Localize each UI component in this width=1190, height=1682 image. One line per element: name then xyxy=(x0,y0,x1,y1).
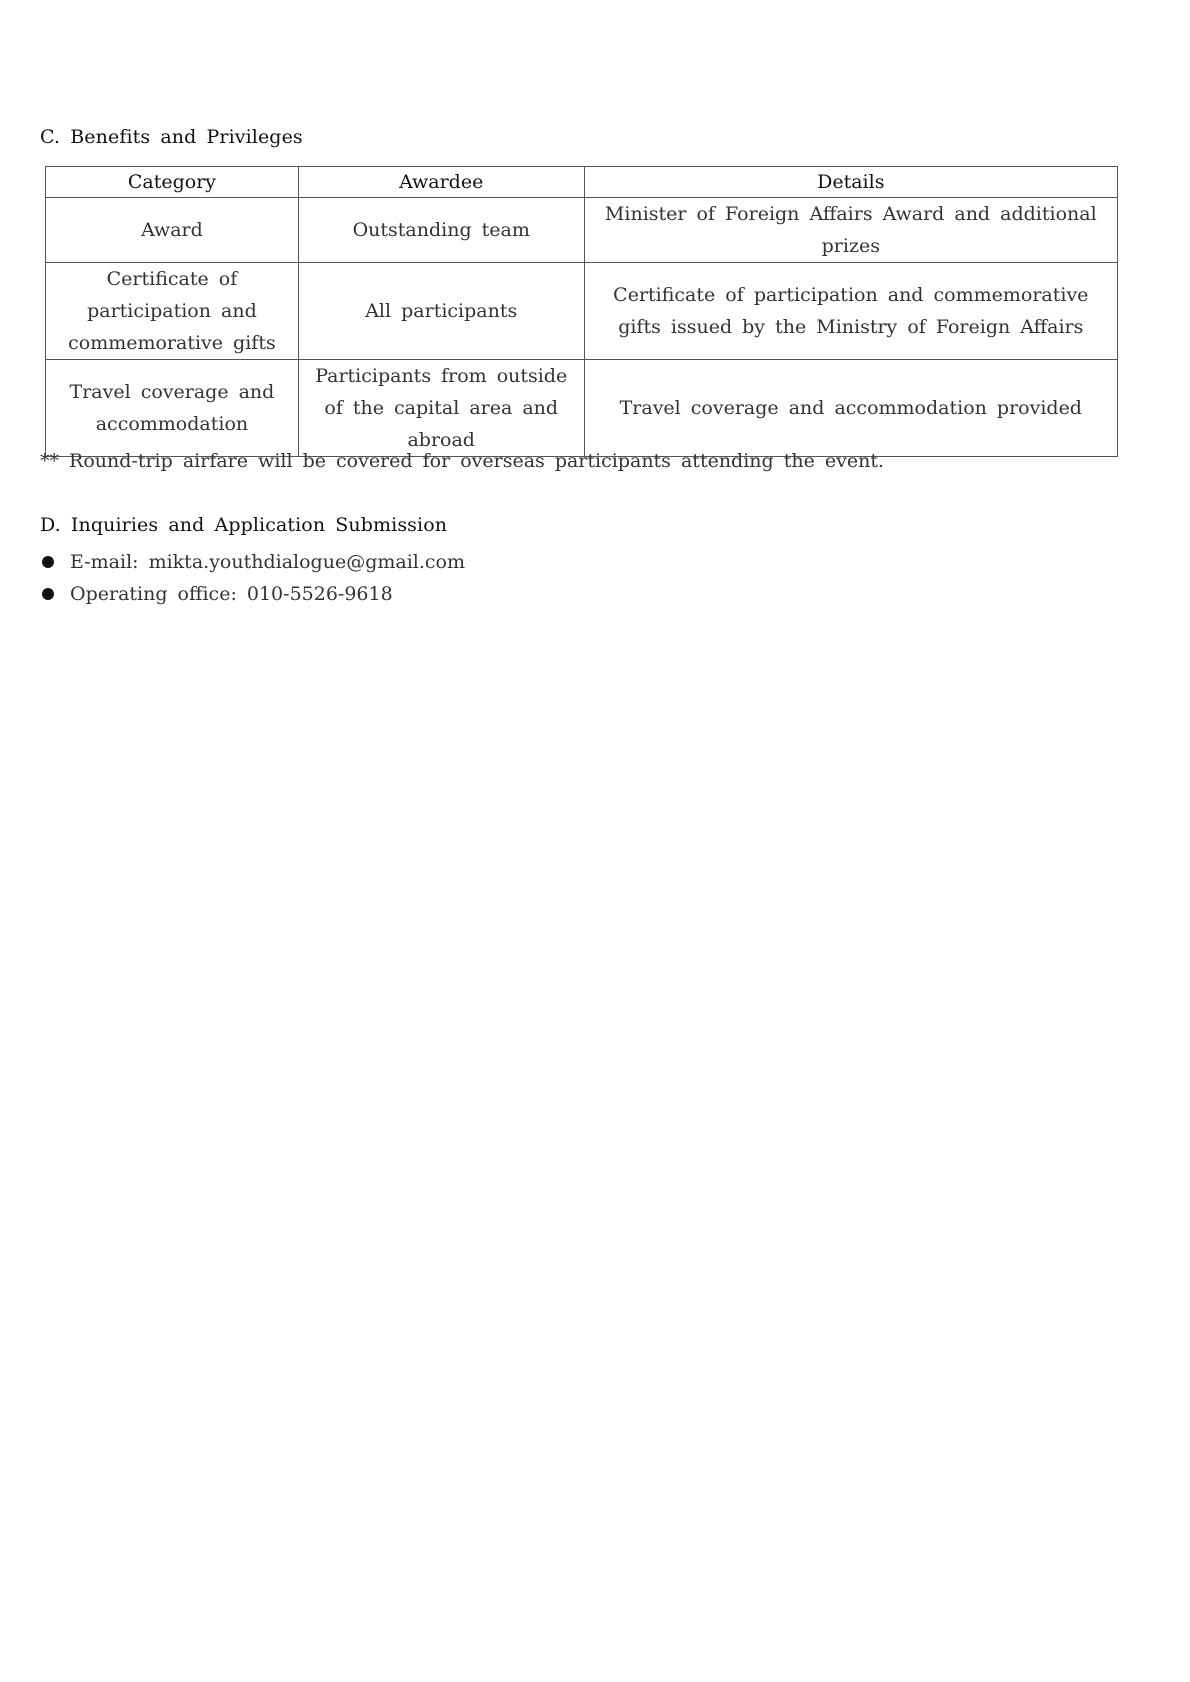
cell-awardee: Participants from outside of the capital area and abroad xyxy=(298,360,584,457)
benefits-table xyxy=(45,166,1118,457)
table-header-row xyxy=(46,167,1118,198)
cell-details: Travel coverage and accommodation provided xyxy=(584,360,1117,457)
column-header-details: Details xyxy=(584,167,1117,198)
cell-category: Award xyxy=(46,198,299,263)
airfare-note: ** Round-trip airfare will be covered for overseas participants attending the event. xyxy=(40,450,885,472)
phone-text: Operating office: 010-5526-9618 xyxy=(70,583,393,605)
table-row xyxy=(46,360,1118,457)
cell-category: Certificate of participation and commemorative gifts xyxy=(46,263,299,360)
contact-list xyxy=(40,546,465,610)
list-item xyxy=(40,546,465,578)
bullet-icon xyxy=(42,588,54,600)
email-text: E-mail: mikta.youthdialogue@gmail.com xyxy=(70,551,465,573)
section-d-heading: D. Inquiries and Application Submission xyxy=(40,514,448,536)
cell-awardee: Outstanding team xyxy=(298,198,584,263)
column-header-category: Category xyxy=(46,167,299,198)
cell-details: Minister of Foreign Affairs Award and additional prizes xyxy=(584,198,1117,263)
cell-awardee: All participants xyxy=(298,263,584,360)
section-c-heading: C. Benefits and Privileges xyxy=(40,126,303,148)
bullet-icon xyxy=(42,556,54,568)
cell-details: Certificate of participation and commemorative gifts issued by the Ministry of Foreign Affairs xyxy=(584,263,1117,360)
table-row xyxy=(46,198,1118,263)
list-item xyxy=(40,578,465,610)
table-row xyxy=(46,263,1118,360)
column-header-awardee: Awardee xyxy=(298,167,584,198)
cell-category: Travel coverage and accommodation xyxy=(46,360,299,457)
